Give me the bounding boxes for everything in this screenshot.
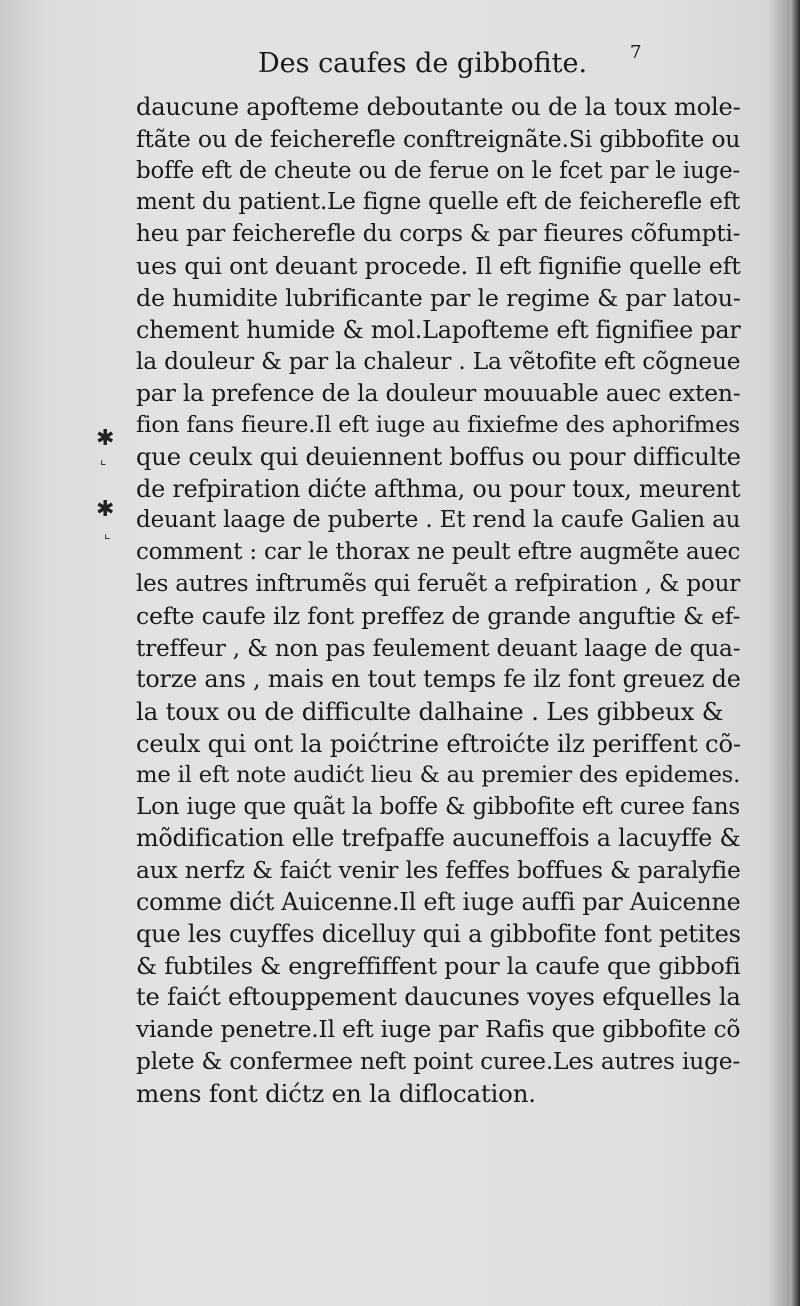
text-line: & fubtiles & engreffiffent pour la caufe que gibbofi — [136, 951, 741, 980]
text-line: ment du patient.Le figne quelle eft de feicherefle eft — [136, 189, 741, 216]
text-line: me il eft note audićt lieu & au premier des epidemes. — [136, 761, 741, 788]
text-line: comment : car le thorax ne peult eftre augmẽte auec — [136, 539, 741, 566]
margin-asterisk-mark: ✱ — [96, 426, 115, 451]
text-line: ues qui ont deuant procede. Il eft fignifie quelle eft — [136, 251, 741, 280]
text-line: te faićt eftouppement daucunes voyes efquelles la — [136, 983, 741, 1012]
text-line: aux nerfz & faićt venir les feffes boffues & paralyfie — [136, 856, 741, 885]
text-line: la douleur & par la chaleur . La vẽtofite eft cõgneue — [136, 348, 741, 376]
text-line: daucune apofteme deboutante ou de la toux mole- — [136, 93, 741, 121]
page-edge-shadow — [790, 0, 800, 1306]
text-line: de refpiration dićte afthma, ou pour toux, meurent — [136, 474, 741, 503]
text-line: mens font dićtz en la diflocation. — [136, 1078, 536, 1108]
text-line: viande penetre.Il eft iuge par Rafis que gibbofite cõ — [136, 1015, 741, 1044]
text-line: ftãte ou de feicherefle conftreignãte.Si gibbofite ou — [136, 124, 741, 153]
running-title: Des caufes de gibbofite. — [258, 48, 588, 79]
text-line: plete & confermee neft point curee.Les autres iuge- — [136, 1047, 741, 1075]
margin-asterisk-mark: ✱ — [96, 497, 115, 522]
text-line: chement humide & mol.Lapofteme eft fignifiee par — [136, 315, 741, 344]
body-text — [136, 92, 741, 1110]
text-line: comme dićt Auicenne.Il eft iuge auffi par Auicenne — [136, 887, 741, 916]
text-line: Lon iuge que quãt la boffe & gibbofite eft curee fans — [136, 793, 740, 820]
text-line: treffeur , & non pas feulement deuant laage de qua- — [136, 634, 741, 662]
text-line: la toux ou de difficulte dalhaine . Les gibbeux & — [136, 697, 724, 727]
text-line: de humidite lubrificante par le regime & par latou- — [136, 283, 741, 312]
page-number: 7 — [630, 42, 642, 63]
text-line: ceulx qui ont la poićtrine eftroićte ilz periffent cõ- — [136, 728, 741, 758]
margin-tick-mark: ⌞ — [104, 526, 111, 542]
text-line: que ceulx qui deuiennent boffus ou pour difficulte — [136, 442, 741, 471]
margin-tick-mark: ⌞ — [100, 452, 107, 468]
text-line: que les cuyffes dicelluy qui a gibbofite font petites — [136, 919, 741, 948]
text-line: les autres inftrumẽs qui feruẽt a refpiration , & pour — [136, 570, 741, 597]
text-line: cefte caufe ilz font preffez de grande anguftie & ef- — [136, 601, 741, 630]
text-line: mõdification elle trefpaffe aucuneffois a lacuyffe & — [136, 824, 741, 853]
text-line: deuant laage de puberte . Et rend la caufe Galien au — [136, 507, 741, 534]
text-line: boffe eft de cheute ou de ferue on le fcet par le iuge- — [136, 157, 741, 184]
text-line: fion fans fieure.Il eft iuge au fixiefme des aphorifmes — [136, 411, 740, 438]
text-line: heu par feicherefle du corps & par fieures cõfumpti- — [136, 221, 741, 248]
running-head — [0, 40, 800, 80]
text-line: par la prefence de la douleur mouuable auec exten- — [136, 379, 741, 408]
text-line: torze ans , mais en tout temps fe ilz font greuez de — [136, 665, 741, 694]
